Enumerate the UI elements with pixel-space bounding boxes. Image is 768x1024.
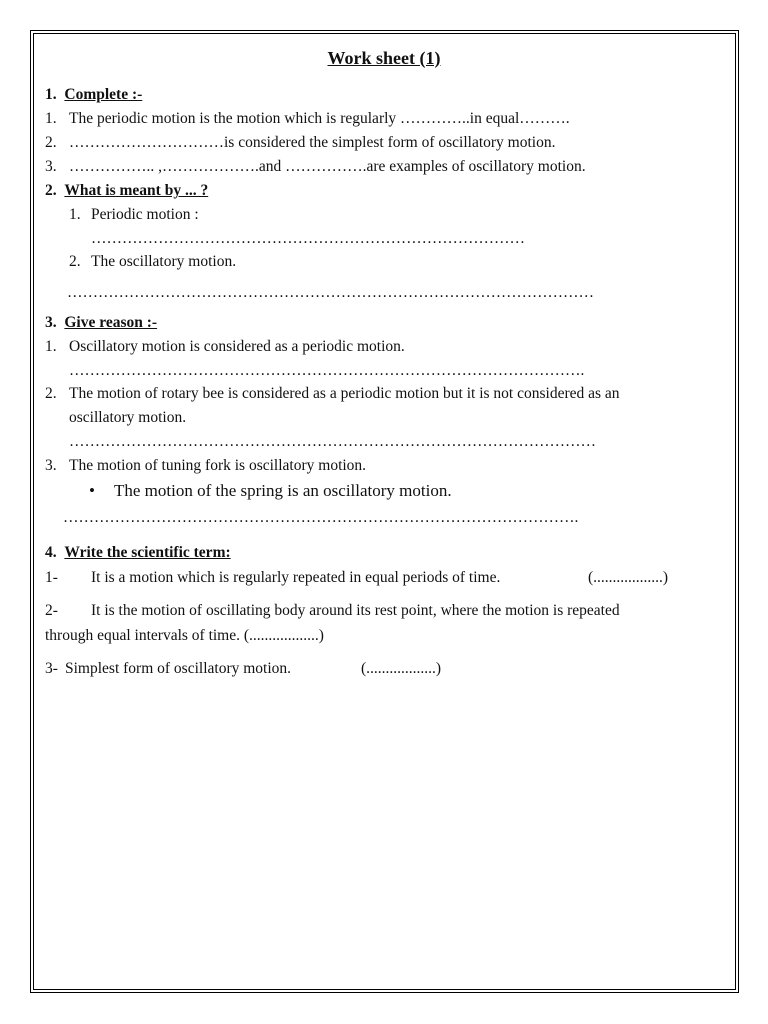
item-number: 3. xyxy=(45,158,57,175)
reason-item-2-answer: ………………………………………………………………………………………… xyxy=(69,433,596,450)
term-item-1-blank: (..................) xyxy=(588,569,669,586)
section-number: 3. xyxy=(45,314,57,331)
section-reason-heading xyxy=(45,314,157,332)
reason-item-1-answer: ………………………………………………………………………………………. xyxy=(69,362,585,379)
meant-item-2-text: The oscillatory motion. xyxy=(91,253,237,270)
term-item-3-blank: (..................) xyxy=(361,660,442,677)
complete-item-3 xyxy=(45,158,57,176)
term-item-3-text: Simplest form of oscillatory motion. xyxy=(65,660,292,677)
complete-item-1-text: The periodic motion is the motion which is regularly …………..in equal………. xyxy=(69,110,570,127)
reason-item-2-text-cont: oscillatory motion. xyxy=(69,409,187,426)
section-heading-text: Give reason :- xyxy=(64,314,158,331)
section-number: 4. xyxy=(45,544,57,561)
term-item-2-text: It is the motion of oscillating body around its rest point, where the motion is repeated xyxy=(91,602,620,619)
meant-item-1-number: 1. xyxy=(69,206,81,223)
complete-item-2-text: …………………………is considered the simplest form of oscillatory motion. xyxy=(69,134,556,151)
section-term-heading xyxy=(45,544,231,562)
reason-item-1-number: 1. xyxy=(45,338,57,355)
complete-item-1 xyxy=(45,110,57,128)
section-number: 1. xyxy=(45,86,57,103)
term-item-1-text: It is a motion which is regularly repeated in equal periods of time. xyxy=(91,569,501,586)
reason-item-3-text: The motion of tuning fork is oscillatory motion. xyxy=(69,457,367,474)
reason-item-3-number: 3. xyxy=(45,457,57,474)
meant-item-1-text: Periodic motion : xyxy=(91,206,199,223)
section-heading-text: Complete :- xyxy=(64,86,143,103)
term-item-1-number: 1- xyxy=(45,569,58,586)
section-complete-heading xyxy=(45,86,142,104)
section-heading-text: Write the scientific term: xyxy=(64,544,231,561)
item-number: 2. xyxy=(45,134,57,151)
complete-item-3-text: …………….. ,……………….and …………….are examples of oscillatory motion. xyxy=(69,158,586,175)
worksheet-title: Work sheet (1) xyxy=(327,48,441,68)
section-meant-heading xyxy=(45,182,208,200)
complete-item-2 xyxy=(45,134,57,152)
reason-item-2-text: The motion of rotary bee is considered as a periodic motion but it is not considered as an xyxy=(69,385,620,402)
term-item-2-text-cont: through equal intervals of time. (..................) xyxy=(45,627,324,644)
item-number: 1. xyxy=(45,110,57,127)
reason-item-2-number: 2. xyxy=(45,385,57,402)
reason-bullet-marker: • xyxy=(89,481,95,500)
reason-bullet-answer: ………………………………………………………………………………………. xyxy=(63,509,579,526)
meant-item-2-answer: ………………………………………………………………………………………… xyxy=(67,284,594,301)
reason-item-1-text: Oscillatory motion is considered as a periodic motion. xyxy=(69,338,405,355)
section-heading-text: What is meant by ... ? xyxy=(64,182,209,199)
section-number: 2. xyxy=(45,182,57,199)
term-item-2-number: 2- xyxy=(45,602,58,619)
term-item-3-number: 3- xyxy=(45,660,58,677)
meant-item-2-number: 2. xyxy=(69,253,81,270)
reason-bullet-text: The motion of the spring is an oscillatory motion. xyxy=(114,481,452,500)
meant-item-1-answer: ………………………………………………………………………… xyxy=(91,230,525,247)
